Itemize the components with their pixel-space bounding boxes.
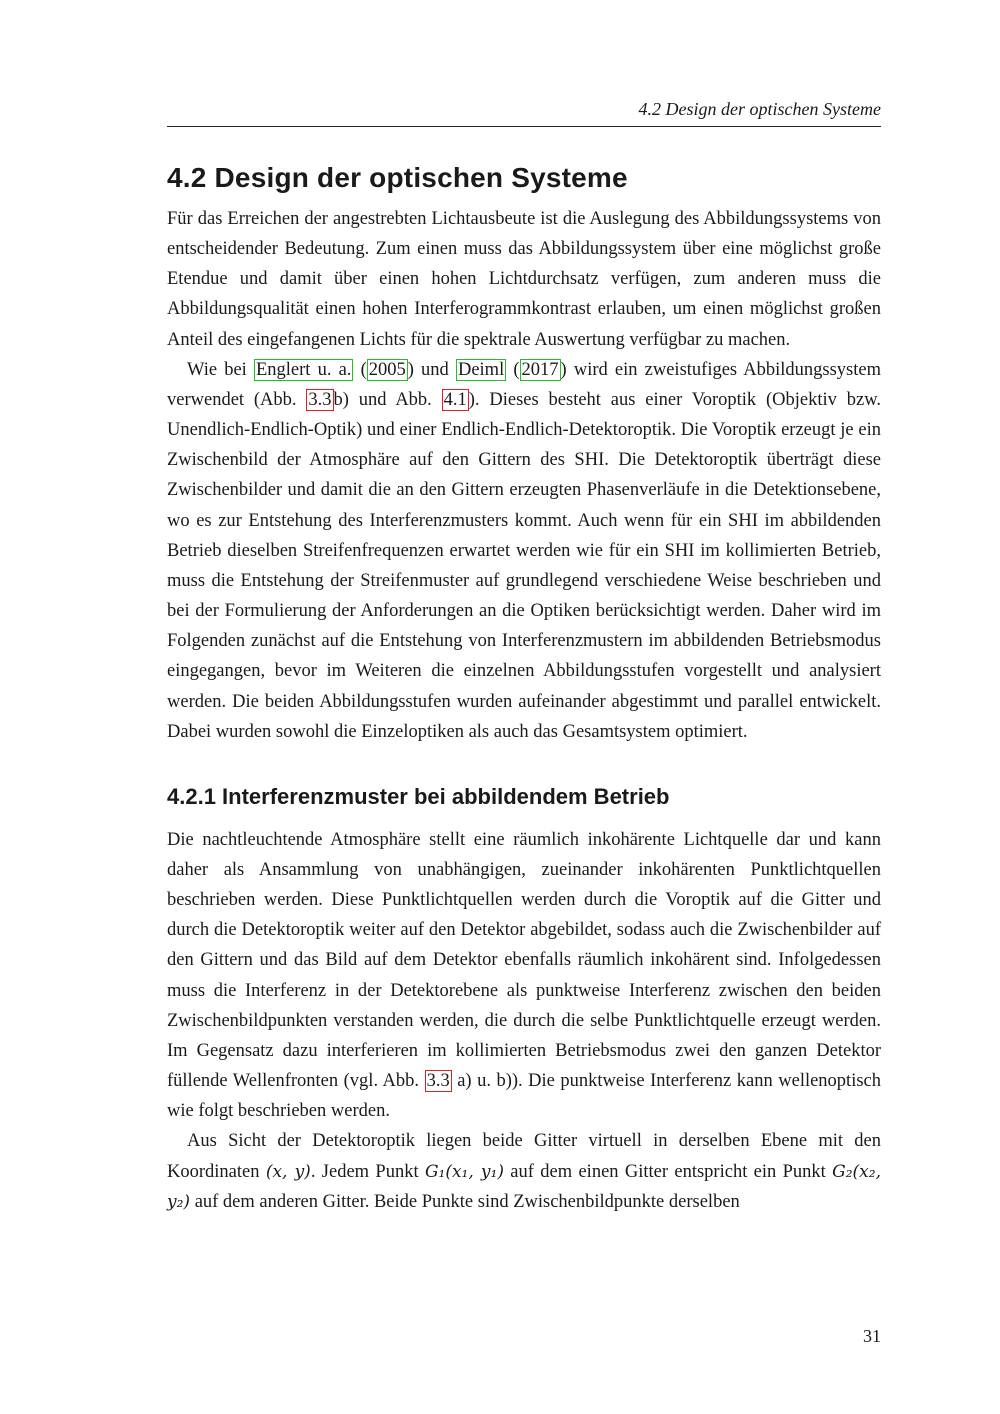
subsection-heading: 4.2.1 Interferenzmuster bei abbildendem Betrieb: [167, 783, 670, 809]
paragraph-4-text-1: Aus Sicht der Detektoroptik liegen beide Gitter virtuell in derselben Ebene mit den Koordinaten: [167, 1131, 881, 1182]
paragraph-2-text-1: Wie bei: [187, 359, 254, 380]
figure-ref-link-4-1[interactable]: 4.1: [443, 389, 467, 410]
paragraph-2-text-6: b) und Abb.: [333, 389, 442, 410]
paragraph-4-text-4: auf dem anderen Gitter. Beide Punkte sind Zwischenbildpunkte derselben: [190, 1191, 740, 1212]
citation-link-deiml[interactable]: Deiml: [457, 359, 505, 380]
math-coordinates-xy: (x, y): [265, 1161, 311, 1182]
citation-link-englert[interactable]: Englert u. a.: [255, 359, 352, 380]
math-point-g2: G₂(x₂, y₂): [167, 1161, 881, 1212]
paragraph-2-text-7: ). Dieses besteht aus einer Voroptik (Objektiv bzw. Unendlich-Endlich-Optik) und einer Endlich-Endlich-Detektoroptik. Die Voroptik erzeugt je ein Zwischenbild der Atmosphäre auf den Gittern des SHI. Die Detektoroptik überträgt diese Zwischenbilder und damit die an den Gittern erzeugten Phasenverläufe in die Detektionsebene, wo es zur Entstehung des Interferenzmusters kommt. Auch wenn für ein SHI im abbildenden Betrieb dieselben Streifenfrequenzen erwartet werden wie für ein SHI im kollimierten Betrieb, muss die Entstehung der Streifenmuster auf grundlegend verschiedene Weise beschrieben und bei der Formulierung der Anforderungen an die Optiken berücksichtigt werden. Daher wird im Folgenden zunächst auf die Entstehung von Interferenzmustern im abbildenden Betriebsmodus eingegangen, bevor im Weiteren die einzelnen Abbildungsstufen vorgestellt und analysiert werden. Die beiden Abbildungsstufen wurden aufeinander abgestimmt und parallel entwickelt. Dabei wurden sowohl die Einzeloptiken als auch das Gesamtsystem optimiert.: [167, 389, 881, 742]
main-content: [167, 152, 881, 1217]
paragraph-4-text-3: auf dem einen Gitter entspricht ein Punkt: [503, 1161, 833, 1182]
paragraph-2-text-2: (: [353, 359, 367, 380]
page-number: 31: [863, 1326, 881, 1346]
paragraph-2-text-3: ) und: [407, 359, 456, 380]
section-heading: 4.2 Design der optischen Systeme: [167, 162, 628, 193]
paragraph-3-text-2: a) u. b)). Die punktweise Interferenz kann wellenoptisch wie folgt beschrieben werden.: [167, 1071, 881, 1122]
running-header: 4.2 Design der optischen Systeme: [638, 99, 881, 119]
paragraph-4-text-2: . Jedem Punkt: [310, 1161, 425, 1182]
paragraph-3-text-1: Die nachtleuchtende Atmosphäre stellt eine räumlich inkohärente Lichtquelle dar und kann daher als Ansammlung von unabhängigen, zueinander inkohärenten Punktlichtquellen beschrieben werden. Diese Punktlichtquellen werden durch die Voroptik auf die Gitter und durch die Detektoroptik weiter auf den Detektor abgebildet, sodass auch die Zwischenbilder auf den Gittern und das Bild auf dem Detektor ebenfalls räumlich inkohärent sind. Infolgedessen muss die Interferenz in der Detektorebene als punktweise Interferenz zwischen den beiden Zwischenbildpunkten verstanden werden, die durch die selbe Punktlichtquelle erzeugt werden. Im Gegensatz dazu interferieren im kollimierten Betriebsmodus zwei den ganzen Detektor füllende Wellenfronten (vgl. Abb.: [167, 829, 881, 1092]
paragraph-2-text-5: ) wird ein zweistufiges Abbildungssystem verwendet (Abb.: [167, 359, 881, 410]
header-rule: [167, 126, 881, 127]
paragraph-3: [167, 825, 881, 1127]
citation-year-link-2005[interactable]: 2005: [368, 359, 406, 380]
paragraph-2: [167, 355, 881, 747]
paragraph-2-text-4: (: [506, 359, 520, 380]
paragraph-4: [167, 1126, 881, 1216]
figure-ref-link-3-3-second[interactable]: 3.3: [426, 1071, 450, 1092]
paragraph-1: Für das Erreichen der angestrebten Lichtausbeute ist die Auslegung des Abbildungssystems von entscheidender Bedeutung. Zum einen muss das Abbildungssystem über eine möglichst große Etendue und damit über einen hohen Lichtdurchsatz verfügen, zum anderen muss die Abbildungsqualität einen hohen Interferogrammkontrast erlauben, um einen möglichst großen Anteil des eingefangenen Lichts für die spektrale Auswertung verfügbar zu machen.: [167, 209, 881, 350]
figure-ref-link-3-3[interactable]: 3.3: [308, 389, 332, 410]
math-point-g1: G₁(x₁, y₁): [424, 1161, 504, 1182]
citation-year-link-2017[interactable]: 2017: [521, 359, 559, 380]
